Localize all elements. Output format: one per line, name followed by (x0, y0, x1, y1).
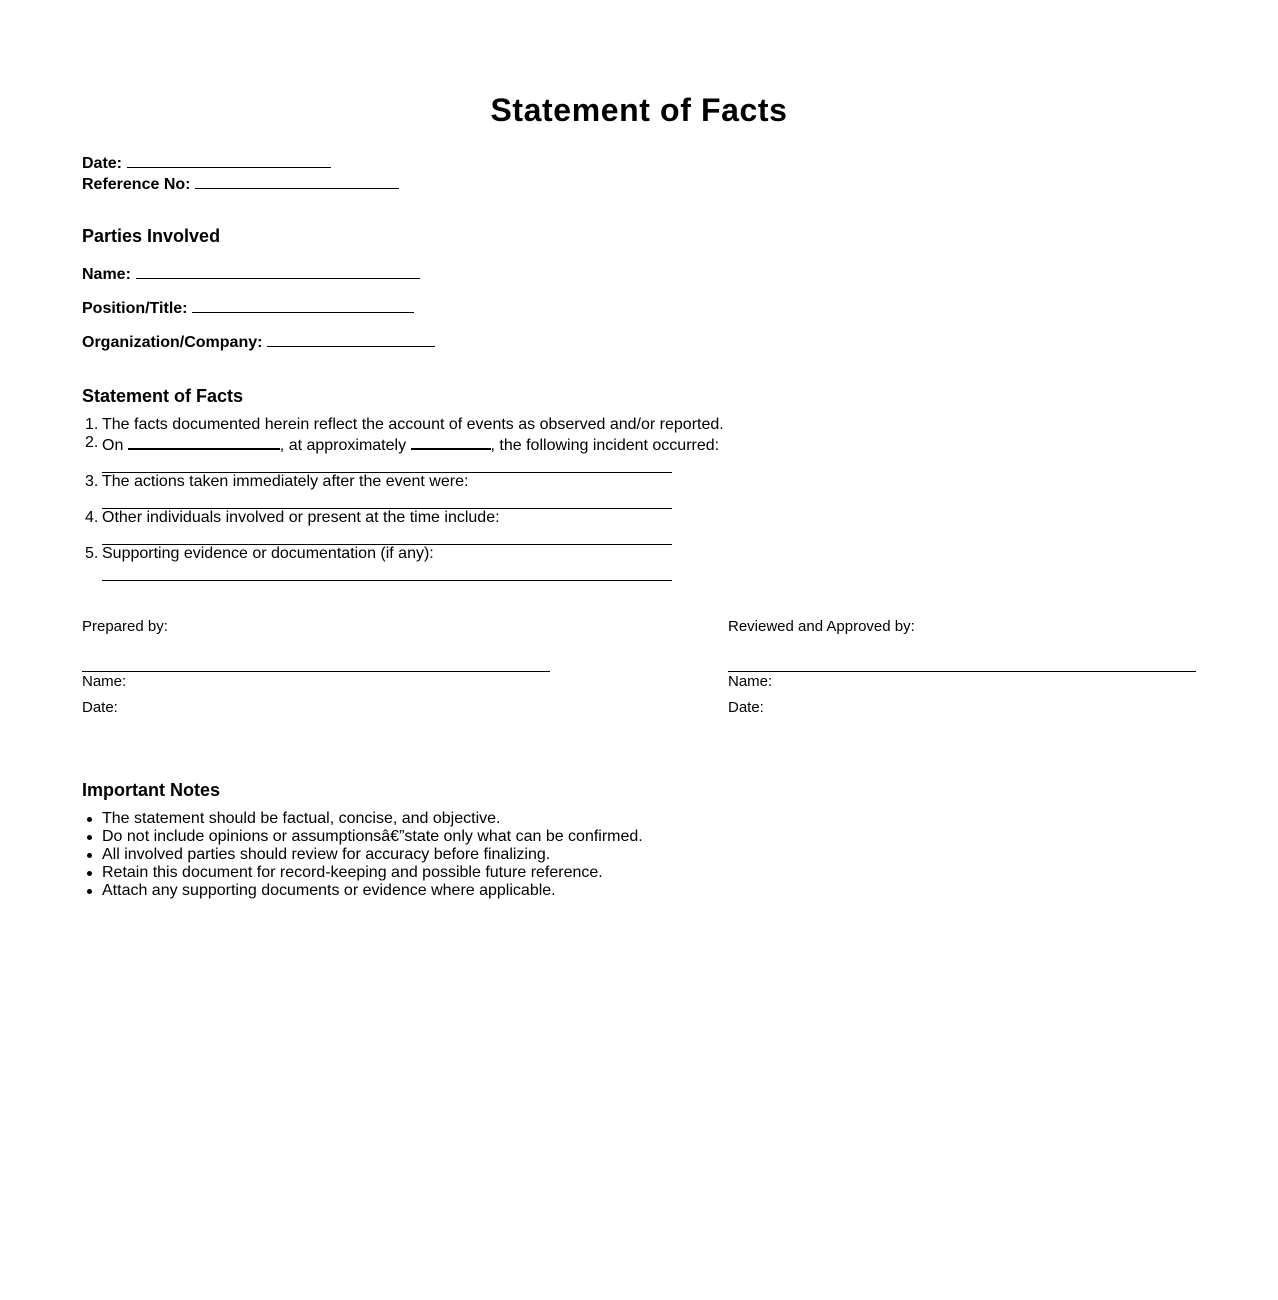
fact-text: The facts documented herein reflect the account of events as observed and/or reported. (102, 416, 724, 433)
date-label: Date: (82, 155, 123, 172)
fact-item-4 (82, 509, 724, 545)
reference-label: Reference No: (82, 176, 191, 193)
prepared-by-signature-line[interactable] (82, 671, 550, 672)
notes-list (82, 810, 643, 900)
note-text: Do not include opinions or assumptionsâ€”state only what can be confirmed. (102, 828, 643, 845)
prepared-by-block (82, 618, 550, 724)
bullet-icon (87, 835, 92, 840)
reviewed-by-block (728, 618, 1196, 724)
facts-list (82, 416, 724, 581)
party-position-row (82, 297, 414, 318)
note-item (82, 864, 643, 882)
party-position-label: Position/Title: (82, 300, 188, 317)
note-item (82, 882, 643, 900)
fact-number: 1. (85, 416, 99, 433)
bullet-icon (87, 853, 92, 858)
note-text: The statement should be factual, concise, and objective. (102, 810, 501, 827)
prepared-by-caption: Prepared by: (82, 618, 168, 635)
reference-field-row (82, 173, 399, 194)
party-name-label: Name: (82, 266, 131, 283)
document-title: Statement of Facts (490, 92, 788, 128)
fact-number: 4. (85, 509, 99, 526)
notes-heading: Important Notes (82, 780, 221, 800)
fact-prefix: On (102, 437, 124, 454)
party-position-field[interactable] (192, 297, 414, 313)
bullet-icon (87, 889, 92, 894)
header-fields (82, 152, 399, 194)
note-text: Retain this document for record-keeping and possible future reference. (102, 864, 603, 881)
actions-answer-line[interactable] (102, 491, 672, 509)
reviewed-by-name-label: Name: (728, 673, 773, 690)
party-name-field[interactable] (136, 263, 420, 279)
facts-heading: Statement of Facts (82, 386, 244, 406)
party-organization-row (82, 331, 435, 352)
note-text: Attach any supporting documents or evidence where applicable. (102, 882, 556, 899)
prepared-by-date-label: Date: (82, 699, 118, 716)
bullet-icon (87, 817, 92, 822)
note-text: All involved parties should review for accuracy before finalizing. (102, 846, 551, 863)
note-item (82, 810, 643, 828)
party-organization-field[interactable] (267, 331, 435, 347)
fact-text: The actions taken immediately after the event were: (102, 473, 469, 490)
note-item (82, 828, 643, 846)
fact-number: 5. (85, 545, 99, 562)
evidence-answer-line[interactable] (102, 563, 672, 581)
reviewed-by-caption: Reviewed and Approved by: (728, 618, 915, 635)
reference-field[interactable] (195, 173, 399, 189)
fact-middle: , at approximately (279, 437, 407, 454)
fact-item-1 (82, 416, 724, 434)
parties-heading: Parties Involved (82, 226, 221, 246)
fact-number: 3. (85, 473, 99, 490)
note-item (82, 846, 643, 864)
bullet-icon (87, 871, 92, 876)
incident-time-field[interactable] (411, 434, 491, 450)
reviewed-by-signature-line[interactable] (728, 671, 1196, 672)
incident-date-field[interactable] (128, 434, 280, 450)
fact-item-3 (82, 473, 724, 509)
party-organization-label: Organization/Company: (82, 334, 263, 351)
individuals-answer-line[interactable] (102, 527, 672, 545)
fact-text: Other individuals involved or present at the time include: (102, 509, 500, 526)
fact-suffix: , the following incident occurred: (490, 437, 720, 454)
fact-text: Supporting evidence or documentation (if any): (102, 545, 434, 562)
date-field[interactable] (127, 152, 331, 168)
fact-number: 2. (85, 434, 99, 451)
fact-item-5 (82, 545, 724, 581)
fact-item-2 (82, 434, 724, 473)
prepared-by-name-label: Name: (82, 673, 127, 690)
reviewed-by-date-label: Date: (728, 699, 764, 716)
date-field-row (82, 152, 399, 173)
party-name-row (82, 263, 420, 284)
incident-answer-line[interactable] (102, 455, 672, 473)
